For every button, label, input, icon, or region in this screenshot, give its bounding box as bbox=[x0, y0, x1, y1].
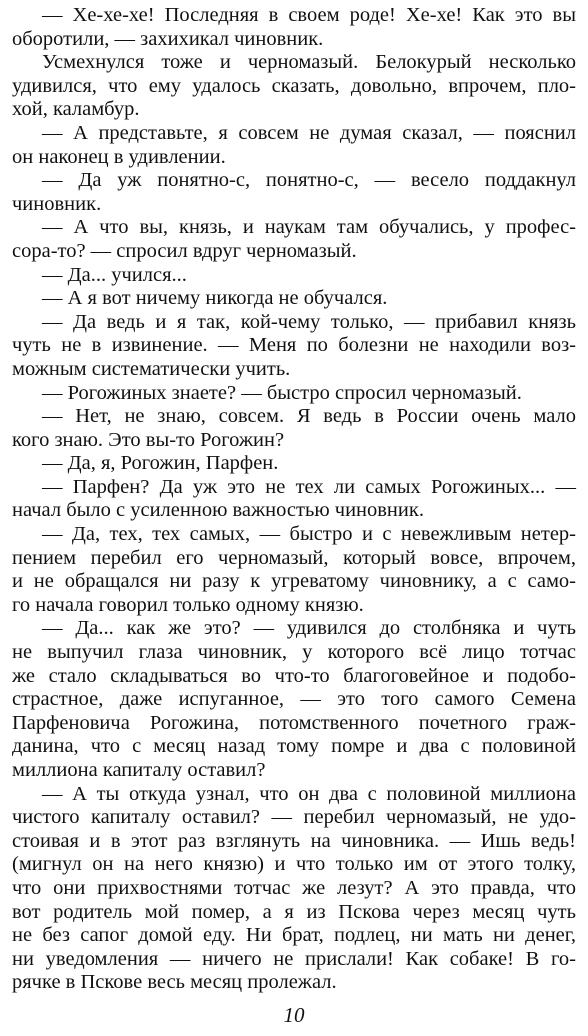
text-line: не без сапог домой еду. Ни брат, подлец, ни мать ни денег, bbox=[12, 924, 576, 947]
text-line: что они прихвостнями тотчас же лезут? А это правда, что bbox=[12, 876, 576, 899]
text-line: страстное, даже испуганное, — это того самого Семена bbox=[12, 688, 576, 711]
text-line: — Хе-хе-хе! Последняя в своем роде! Хе-хе! Как это вы bbox=[42, 4, 576, 26]
text-line: Усмехнулся тоже и черномазый. Белокурый несколько bbox=[42, 51, 576, 74]
text-line: и не обращался ни разу к угреватому чиновнику, а с само- bbox=[12, 570, 576, 593]
book-page-text bbox=[12, 4, 576, 995]
text-line: — Да... как же это? — удивился до столбняка и чуть bbox=[42, 617, 576, 640]
text-line: не выпучил глаза чиновник, у которого всё лицо тотчас bbox=[12, 641, 576, 664]
text-line: — Рогожиных знаете? — быстро спросил черномазый. bbox=[42, 381, 522, 404]
text-line: — Да, тех, тех самых, — быстро и с невежливым нетер- bbox=[42, 523, 576, 546]
text-line: рячке в Пскове весь месяц пролежал. bbox=[12, 971, 337, 994]
text-line: — А что вы, князь, и наукам там обучались, у профес- bbox=[42, 216, 576, 239]
text-line: — А ты откуда узнал, что он два с половиной миллиона bbox=[42, 782, 576, 805]
text-line: миллиона капиталу оставил? bbox=[12, 759, 266, 781]
page-number: 10 bbox=[283, 1003, 305, 1027]
text-line: — Да, я, Рогожин, Парфен. bbox=[42, 452, 279, 475]
text-line: стоивая и в этот раз взглянуть на чиновника. — Ишь ведь! bbox=[12, 829, 576, 852]
text-line: Парфеновича Рогожина, потомственного почетного граж- bbox=[12, 711, 576, 734]
text-line: кого знаю. Это вы-то Рогожин? bbox=[12, 428, 285, 451]
text-line: чиновник. bbox=[12, 192, 102, 215]
text-line: можным систематически учить. bbox=[12, 357, 291, 380]
text-line: оборотили, — захихикал чиновник. bbox=[12, 27, 324, 50]
text-line: начал было с усиленною важностью чиновник. bbox=[12, 499, 424, 522]
text-line: он наконец в удивлении. bbox=[12, 145, 226, 168]
text-line: чистого капиталу оставил? — перебил черномазый, не удо- bbox=[12, 806, 576, 829]
text-line: же стало складываться во что-то благоговейное и подобо- bbox=[12, 664, 576, 687]
text-line: ни уведомления — ничего не прислали! Как собаке! В го- bbox=[12, 947, 576, 970]
text-line: — Да... учился... bbox=[42, 263, 187, 286]
text-line: — А я вот ничему никогда не обучался. bbox=[42, 287, 388, 310]
text-line: — Да уж понятно-с, понятно-с, — весело поддакнул bbox=[42, 169, 576, 192]
text-line: — Нет, не знаю, совсем. Я ведь в России очень мало bbox=[42, 405, 576, 428]
text-line: пением перебил его черномазый, который вовсе, впрочем, bbox=[12, 546, 576, 569]
text-line: удивился, что ему удалось сказать, довольно, впрочем, пло- bbox=[12, 74, 576, 97]
text-line: (мигнул он на него князю) и что только им от этого толку, bbox=[12, 853, 576, 876]
text-line: — Да ведь и я так, кой-чему только, — прибавил князь bbox=[42, 310, 576, 333]
text-line: — Парфен? Да уж это не тех ли самых Рогожиных... — bbox=[42, 475, 576, 498]
text-line: данина, что с месяц назад тому помре и два с половиной bbox=[12, 735, 576, 758]
text-line: чуть не в извинение. — Меня по болезни не находили воз- bbox=[12, 334, 576, 357]
text-line: вот родитель мой помер, а я из Пскова через месяц чуть bbox=[12, 900, 576, 923]
text-line: го начала говорил только одному князю. bbox=[12, 593, 364, 616]
text-line: хой, каламбур. bbox=[12, 98, 140, 121]
text-line: — А представьте, я совсем не думая сказал, — пояснил bbox=[42, 121, 576, 144]
text-line: сора-то? — спросил вдруг черномазый. bbox=[12, 239, 357, 262]
